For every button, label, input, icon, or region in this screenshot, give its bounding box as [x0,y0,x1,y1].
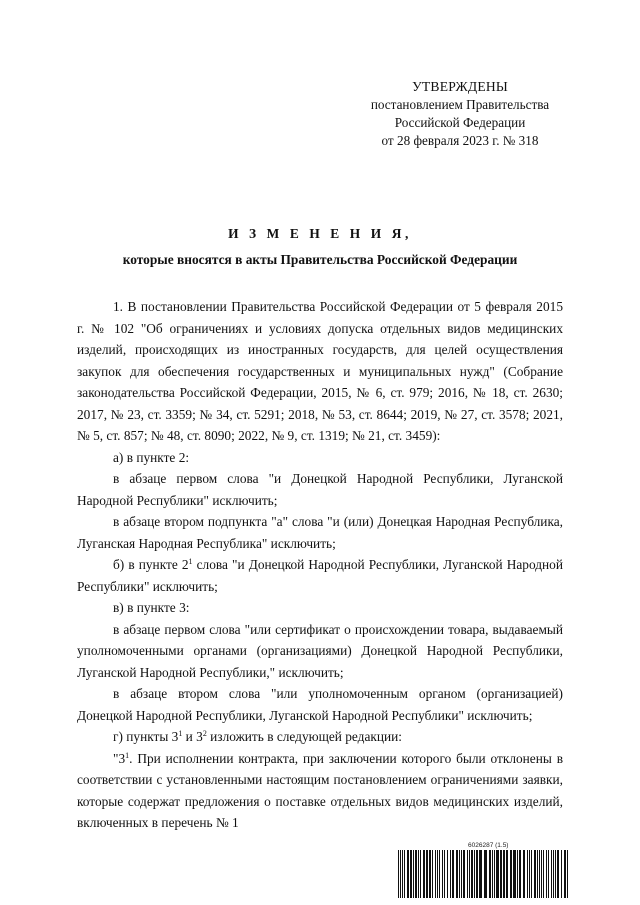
paragraph-6: в) в пункте 3: [113,600,190,615]
barcode-number: 6026287 (1.5) [468,842,509,849]
paragraph-10-superscript: 1 [125,750,130,760]
approval-line-3: от 28 февраля 2023 г. № 318 [381,133,539,148]
paragraph-9-part-a: г) пункты 3 [113,729,179,744]
approval-line-2: Российской Федерации [394,115,526,130]
paragraph-9-part-c: изложить в следующей редакции: [206,729,402,744]
document-subtitle: которые вносятся в акты Правительства Российской Федерации [122,252,518,267]
barcode-block [398,842,568,898]
document-title: И З М Е Н Е Н И Я, [228,226,412,241]
paragraph-5-part-b: слова "и Донецкой Народной Республики, Луганской Народной Республики" исключить; [77,557,563,594]
paragraph-10-part-b: . При исполнении контракта, при заключении которого были отклонены в соответствии с установленными настоящим постановлением ограничениями заявки, которые содержат предложения о поставке отдельных видов медицинских изделий, включенных в перечень № 1 [77,750,563,830]
paragraph-1: 1. В постановлении Правительства Российской Федерации от 5 февраля 2015 г. № 102 "Об ограничениях и условиях допуска отдельных видов медицинских изделий, происходящих из иностранных государств, для целей осуществления закупок для обеспечения государственных и муниципальных нужд" (Собрание законодательства Российской Федерации, 2015, № 6, ст. 979; 2016, № 18, ст. 2630; 2017, № 23, ст. 3359; № 34, ст. 5291; 2018, № 53, ст. 8644; 2019, № 27, ст. 3578; 2021, № 5, ст. 857; № 48, ст. 8090; 2022, № 9, ст. 1319; № 21, ст. 3459): [77,299,563,443]
paragraph-9-superscript-1: 1 [178,729,183,738]
document-body [77,296,563,834]
paragraph-4: в абзаце втором подпункта "а" слова "и (или) Донецкая Народная Республика, Луганская Народная Республика" исключить; [77,514,563,551]
paragraph-10 [77,748,563,834]
paragraph-8: в абзаце втором слова "или уполномоченным органом (организацией) Донецкой Народной Республики, Луганской Народной Республики" исключить; [77,686,563,723]
approval-line-1: постановлением Правительства [370,97,550,112]
paragraph-9-part-b: и 3 [182,729,203,744]
paragraph-9 [77,726,563,748]
barcode-graphic [398,850,568,898]
paragraph-7: в абзаце первом слова "или сертификат о происхождении товара, выдаваемый уполномоченными органами (организациями) Донецкой Народной Республики, Луганской Народной Республики," исключить; [77,621,563,680]
paragraph-9-superscript-2: 2 [202,729,207,738]
paragraph-5-superscript: 1 [188,557,193,566]
paragraph-5 [77,554,563,597]
paragraph-3: в абзаце первом слова "и Донецкой Народной Республики, Луганской Народной Республики" исключить; [77,471,563,508]
paragraph-10-part-a: "3 [113,750,126,766]
approval-heading: УТВЕРЖДЕНЫ [412,79,508,94]
approval-stamp [320,78,600,150]
paragraph-5-part-a: б) в пункте 2 [113,557,189,572]
paragraph-2: а) в пункте 2: [113,449,190,465]
